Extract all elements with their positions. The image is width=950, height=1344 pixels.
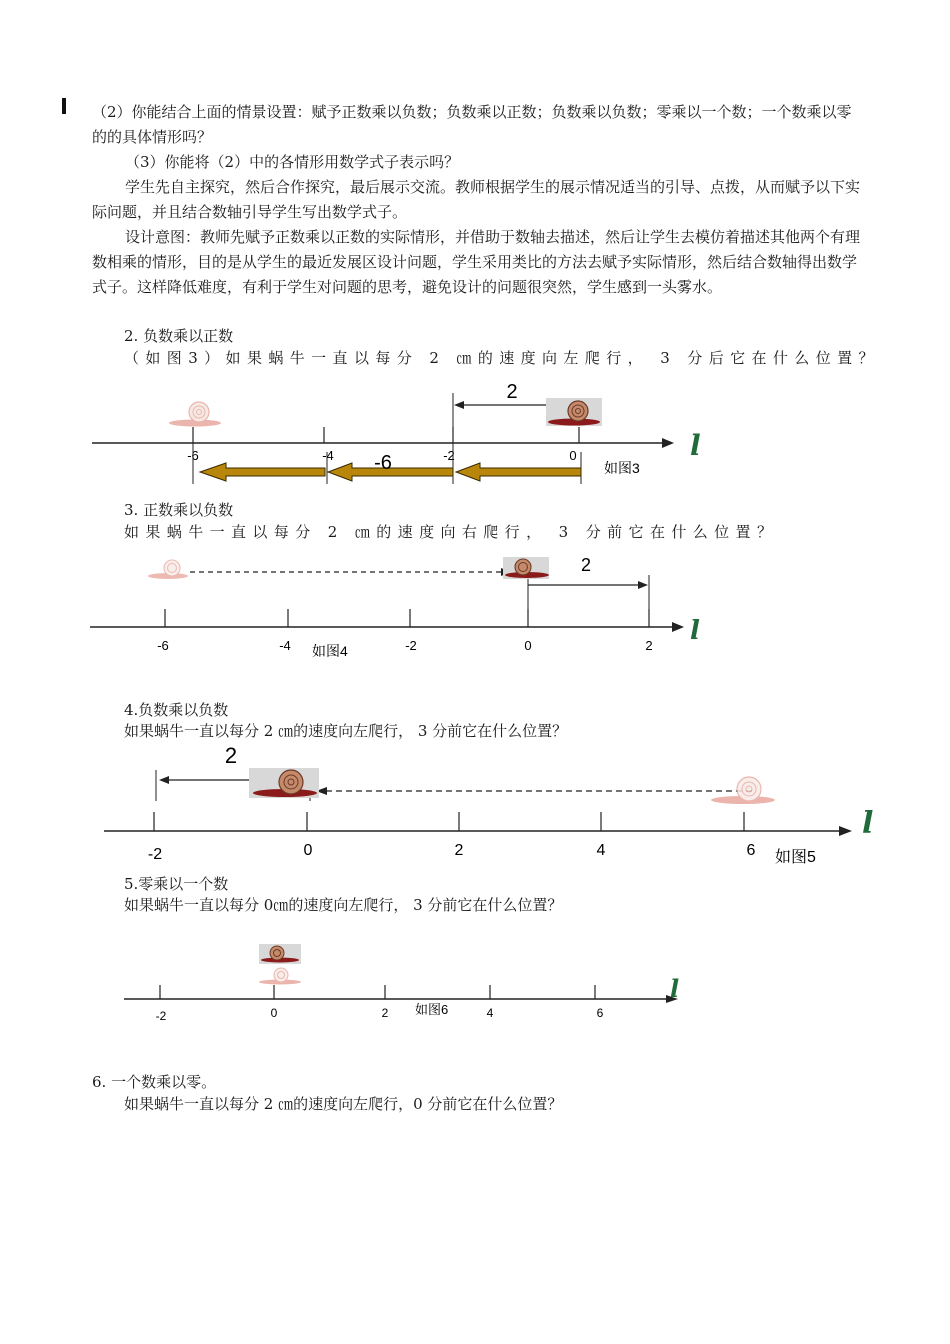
svg-text:6: 6 <box>596 1006 604 1020</box>
svg-text:4: 4 <box>486 1006 494 1020</box>
snail-icon <box>503 557 549 579</box>
svg-text:2: 2 <box>645 638 653 653</box>
axis-tick-2 <box>382 985 389 1020</box>
axis-tick-6 <box>595 985 604 1020</box>
figure-caption: 如图5 <box>775 849 816 866</box>
svg-text:0: 0 <box>270 1006 278 1020</box>
figure-caption: 如图3 <box>604 460 640 476</box>
axis-tick-6 <box>744 812 756 859</box>
step-label: 2 <box>224 743 238 768</box>
axis-letter-l: l <box>690 429 701 462</box>
figure-4 <box>0 548 950 663</box>
svg-text:2: 2 <box>454 842 464 859</box>
svg-text:-4: -4 <box>279 638 291 653</box>
snail-faded-icon <box>259 968 301 985</box>
svg-text:-6: -6 <box>157 638 169 653</box>
axis-letter-l: l <box>690 616 700 646</box>
svg-text:-2: -2 <box>155 1009 167 1023</box>
snail-icon <box>249 768 319 798</box>
big-arrow-1 <box>456 463 581 481</box>
section-6-question: 如果蜗牛一直以每分 2 ㎝的速度向左爬行，0 分前它在什么位置？ <box>124 1095 563 1113</box>
section-4-question: 如果蜗牛一直以每分 2 ㎝的速度向左爬行， 3 分前它在什么位置？ <box>124 722 568 740</box>
svg-text:6: 6 <box>746 842 756 859</box>
axis-tick-neg6 <box>157 609 169 653</box>
section-4-heading: 4.负数乘以负数 <box>124 701 229 719</box>
paragraph-2: （3）你能将（2）中的各情形用数学式子表示吗？ <box>125 153 460 171</box>
section-5-heading: 5.零乘以一个数 <box>124 875 229 893</box>
svg-text:4: 4 <box>596 842 606 859</box>
figure-5 <box>0 740 950 870</box>
result-label: -6 <box>374 452 392 474</box>
axis-tick-4 <box>597 812 606 859</box>
axis-tick-neg4 <box>279 609 291 653</box>
snail-start-icon <box>546 398 602 426</box>
svg-text:0: 0 <box>569 448 577 463</box>
svg-text:-6: -6 <box>187 448 199 463</box>
figure-caption: 如图6 <box>415 1002 449 1017</box>
axis-tick-neg2 <box>148 812 162 863</box>
step-label: 2 <box>580 555 592 575</box>
axis-letter-l: l <box>670 974 680 1003</box>
section-3-question: 如果蜗牛一直以每分 2 ㎝的速度向右爬行， 3 分前它在什么位置？ <box>124 523 779 541</box>
big-arrow-3 <box>200 463 325 481</box>
svg-text:-2: -2 <box>443 448 455 463</box>
svg-text:-2: -2 <box>147 846 163 863</box>
paragraph-3: 学生先自主探究，然后合作探究，最后展示交流。教师根据学生的展示情况适当的引导、点拨，从而赋予以下实际问题，并且结合数轴引导学生写出数学式子。 <box>92 178 861 221</box>
snail-icon <box>259 944 301 964</box>
axis-tick-neg4 <box>322 427 334 463</box>
svg-text:2: 2 <box>381 1006 389 1020</box>
axis-tick-0 <box>271 985 278 1020</box>
section-5-question: 如果蜗牛一直以每分 0㎝的速度向左爬行， 3 分前它在什么位置？ <box>124 896 563 914</box>
section-6-heading: 6. 一个数乘以零。 <box>92 1073 217 1091</box>
paragraph-4: 设计意图：教师先赋予正数乘以正数的实际情形，并借助于数轴去描述，然后让学生去模仿着描述其他两个有理数相乘的情形，目的是从学生的最近发展区设计问题，学生采用类比的方法去赋予实际情形，然后结合数轴得出数学式子。这样降低难度，有利于学生对问题的思考，避免设计的问题很突然，学生感到一头雾水。 <box>92 228 861 296</box>
snail-end-icon <box>169 402 221 427</box>
axis-tick-4 <box>487 985 494 1020</box>
figure-6 <box>0 935 950 1030</box>
section-3-heading: 3. 正数乘以负数 <box>124 501 234 519</box>
figure-caption: 如图4 <box>312 643 348 659</box>
axis-tick-2 <box>455 812 464 859</box>
svg-text:-2: -2 <box>405 638 417 653</box>
svg-text:0: 0 <box>303 842 313 859</box>
axis-tick-neg2 <box>405 609 417 653</box>
page-edge-marker <box>62 98 66 114</box>
paragraph-1: （2）你能结合上面的情景设置：赋予正数乘以负数；负数乘以正数；负数乘以负数；零乘以一个数；一个数乘以零的的具体情形吗？ <box>92 103 852 146</box>
svg-text:-4: -4 <box>322 448 334 463</box>
figure-3 <box>0 375 950 490</box>
axis-tick-0 <box>569 427 579 463</box>
section-2-question: （如图3）如果蜗牛一直以每分 2 ㎝的速度向左爬行， 3 分后它在什么位置？ <box>124 349 880 367</box>
section-2-heading: 2. 负数乘以正数 <box>124 327 234 345</box>
svg-text:0: 0 <box>524 638 532 653</box>
step-label: 2 <box>506 381 518 403</box>
snail-faded-icon <box>148 560 188 579</box>
axis-tick-neg2 <box>156 985 167 1023</box>
axis-letter-l: l <box>862 806 874 841</box>
axis-tick-0 <box>304 812 313 859</box>
